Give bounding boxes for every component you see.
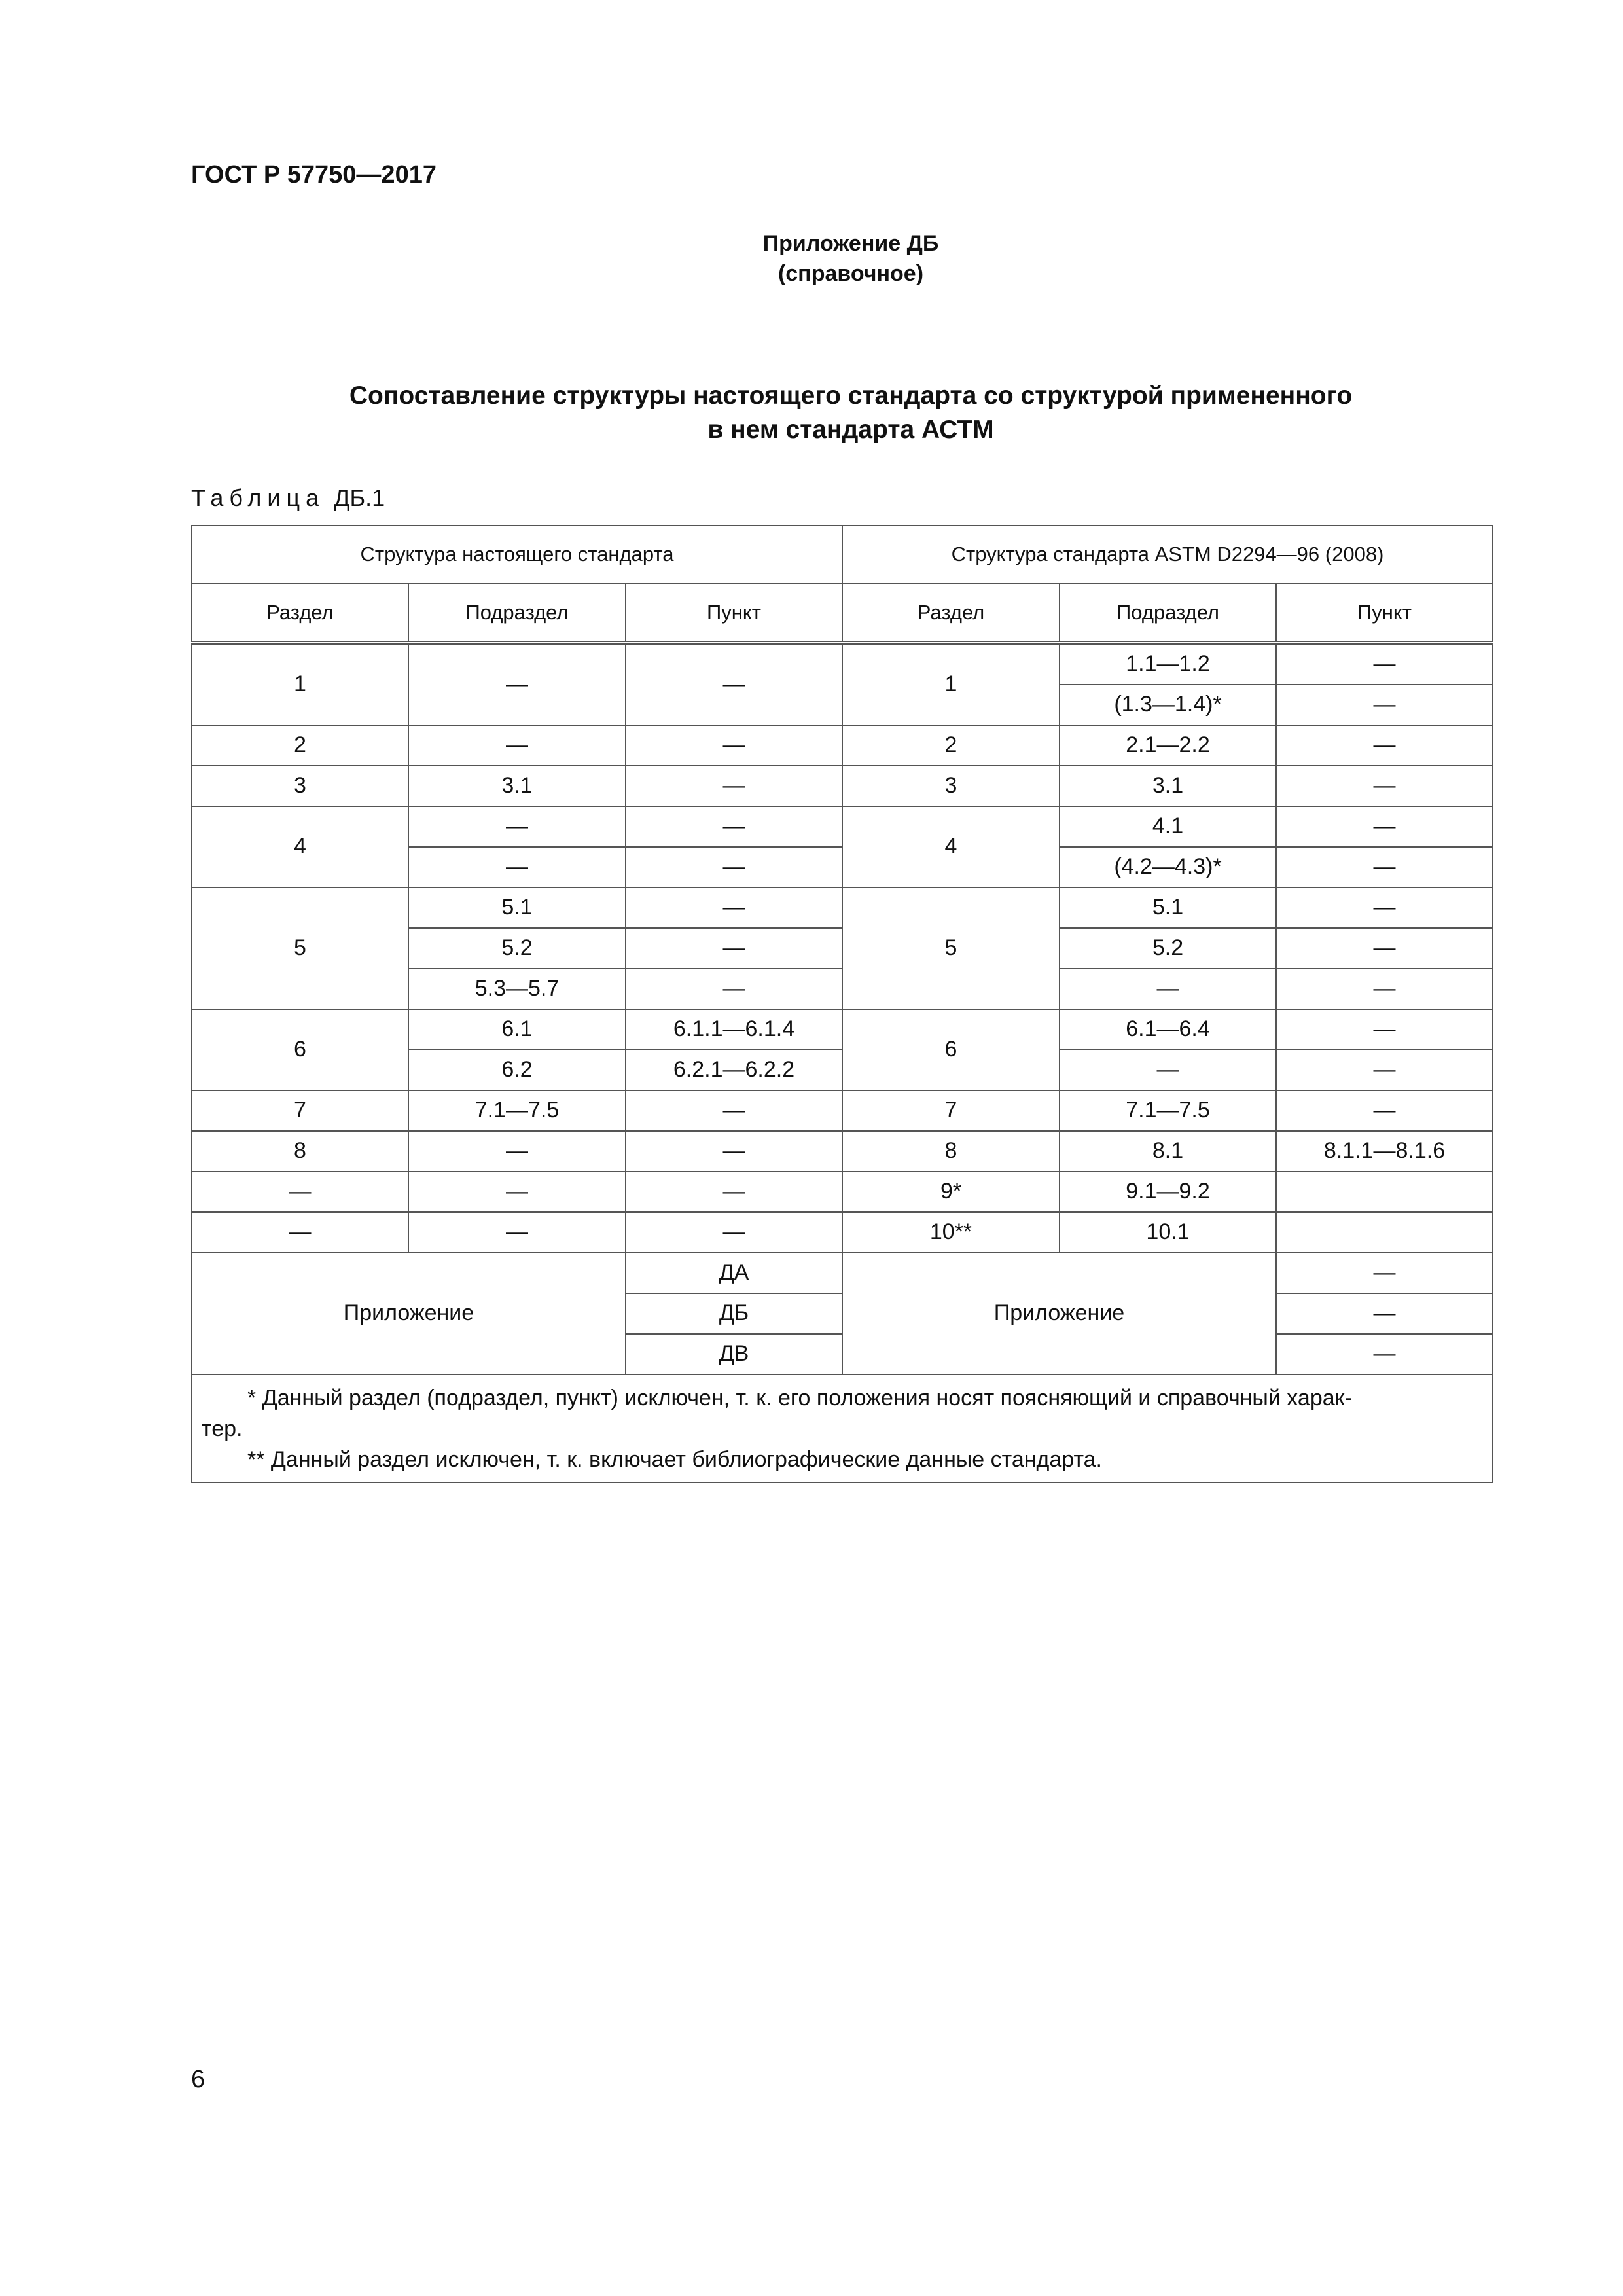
table-cell: 6.1—6.4 bbox=[1060, 1009, 1276, 1050]
table-cell: — bbox=[626, 888, 842, 928]
table-cell: 3.1 bbox=[408, 766, 626, 806]
table-label-number: ДБ.1 bbox=[334, 484, 385, 511]
table-cell: — bbox=[1276, 847, 1493, 888]
table-cell: — bbox=[626, 1212, 842, 1253]
table-cell: 6 bbox=[192, 1009, 408, 1090]
table-cell: — bbox=[408, 725, 626, 766]
table-cell: — bbox=[1276, 685, 1493, 725]
table-cell: — bbox=[626, 847, 842, 888]
table-cell: 6.1 bbox=[408, 1009, 626, 1050]
table-cell: 6 bbox=[842, 1009, 1060, 1090]
appendix-cell-right: — bbox=[1276, 1253, 1493, 1293]
table-cell: 7.1—7.5 bbox=[408, 1090, 626, 1131]
appendix-cell-left: ДБ bbox=[626, 1293, 842, 1334]
table-cell: — bbox=[192, 1172, 408, 1212]
table-cell: — bbox=[626, 643, 842, 725]
table-group-header-row bbox=[192, 526, 1493, 584]
table-cell: — bbox=[1276, 766, 1493, 806]
comparison-table bbox=[191, 525, 1493, 1483]
footnote-single-star: * Данный раздел (подраздел, пункт) исключен, т. к. его положения носят поясняющий и справочный харак- bbox=[247, 1386, 1352, 1410]
table-cell: (4.2—4.3)* bbox=[1060, 847, 1276, 888]
table-cell: 10** bbox=[842, 1212, 1060, 1253]
table-cell: 7 bbox=[192, 1090, 408, 1131]
table-cell: — bbox=[1060, 1050, 1276, 1090]
table-cell: 8.1.1—8.1.6 bbox=[1276, 1131, 1493, 1172]
table-notes bbox=[192, 1374, 1493, 1482]
footnote-single-star-continued: тер. bbox=[202, 1416, 243, 1441]
table-cell: 8 bbox=[842, 1131, 1060, 1172]
table-cell: — bbox=[1060, 969, 1276, 1009]
table-row bbox=[192, 1090, 1493, 1131]
appendix-cell-left: ДВ bbox=[626, 1334, 842, 1374]
table-cell: — bbox=[626, 1131, 842, 1172]
table-column-header-row bbox=[192, 584, 1493, 643]
table-cell: — bbox=[192, 1212, 408, 1253]
table-cell bbox=[1276, 1172, 1493, 1212]
table-cell: — bbox=[626, 806, 842, 847]
table-cell: 6.2.1—6.2.2 bbox=[626, 1050, 842, 1090]
table-cell: — bbox=[1276, 806, 1493, 847]
table-cell: 8 bbox=[192, 1131, 408, 1172]
table-row bbox=[192, 1131, 1493, 1172]
table-row bbox=[192, 888, 1493, 928]
col-header: Подраздел bbox=[408, 584, 626, 643]
table-cell: — bbox=[626, 969, 842, 1009]
table-row bbox=[192, 725, 1493, 766]
table-cell: 2 bbox=[842, 725, 1060, 766]
col-header: Пункт bbox=[626, 584, 842, 643]
table-cell: — bbox=[626, 1090, 842, 1131]
document-code: ГОСТ Р 57750—2017 bbox=[191, 161, 437, 188]
table-cell: — bbox=[408, 1172, 626, 1212]
table-cell: (1.3—1.4)* bbox=[1060, 685, 1276, 725]
table-cell: 5.1 bbox=[1060, 888, 1276, 928]
table-cell: 7.1—7.5 bbox=[1060, 1090, 1276, 1131]
table-cell: 1 bbox=[842, 643, 1060, 725]
appendix-cell-left: ДА bbox=[626, 1253, 842, 1293]
table-cell: 10.1 bbox=[1060, 1212, 1276, 1253]
table-cell: 5.1 bbox=[408, 888, 626, 928]
appendix-cell-right: — bbox=[1276, 1293, 1493, 1334]
table-cell: 6.2 bbox=[408, 1050, 626, 1090]
table-cell: 1 bbox=[192, 643, 408, 725]
table-cell: — bbox=[408, 806, 626, 847]
table-notes-row bbox=[192, 1374, 1493, 1482]
table-label bbox=[191, 484, 385, 512]
group-header-astm: Структура стандарта ASTM D2294—96 (2008) bbox=[842, 526, 1493, 584]
col-header: Пункт bbox=[1276, 584, 1493, 643]
table-cell: — bbox=[626, 928, 842, 969]
table-cell: 9* bbox=[842, 1172, 1060, 1212]
table-cell: — bbox=[1276, 969, 1493, 1009]
table-cell: — bbox=[408, 643, 626, 725]
table-cell bbox=[1276, 1212, 1493, 1253]
table-label-word: Таблица bbox=[191, 484, 325, 511]
table-cell: — bbox=[1276, 725, 1493, 766]
table-cell: — bbox=[408, 1212, 626, 1253]
table-cell: 5 bbox=[192, 888, 408, 1009]
main-title-line-2: в нем стандарта АСТМ bbox=[707, 416, 994, 444]
appendix-row bbox=[192, 1253, 1493, 1293]
page-number: 6 bbox=[191, 2066, 205, 2093]
table-cell: — bbox=[1276, 1050, 1493, 1090]
table-row bbox=[192, 643, 1493, 685]
table-cell: — bbox=[1276, 1090, 1493, 1131]
table-row bbox=[192, 1009, 1493, 1050]
appendix-subtitle: (справочное) bbox=[777, 261, 924, 286]
table-row bbox=[192, 1212, 1493, 1253]
table-cell: — bbox=[408, 847, 626, 888]
table-cell: — bbox=[1276, 888, 1493, 928]
table-row bbox=[192, 766, 1493, 806]
appendix-label-left: Приложение bbox=[192, 1253, 626, 1374]
table-cell: 5.3—5.7 bbox=[408, 969, 626, 1009]
appendix-cell-right: — bbox=[1276, 1334, 1493, 1374]
table-cell: — bbox=[408, 1131, 626, 1172]
table-cell: 8.1 bbox=[1060, 1131, 1276, 1172]
table-cell: 2 bbox=[192, 725, 408, 766]
table-cell: 3 bbox=[192, 766, 408, 806]
table-cell: 4 bbox=[192, 806, 408, 888]
group-header-current: Структура настоящего стандарта bbox=[192, 526, 842, 584]
table-cell: 9.1—9.2 bbox=[1060, 1172, 1276, 1212]
table-row bbox=[192, 1172, 1493, 1212]
table-cell: — bbox=[626, 725, 842, 766]
table-cell: 2.1—2.2 bbox=[1060, 725, 1276, 766]
table-cell: — bbox=[1276, 928, 1493, 969]
footnote-double-star: ** Данный раздел исключен, т. к. включает библиографические данные стандарта. bbox=[247, 1447, 1102, 1472]
table-row bbox=[192, 806, 1493, 847]
table-cell: 3.1 bbox=[1060, 766, 1276, 806]
col-header: Раздел bbox=[842, 584, 1060, 643]
col-header: Раздел bbox=[192, 584, 408, 643]
table-cell: — bbox=[1276, 1009, 1493, 1050]
appendix-title: Приложение ДБ bbox=[762, 231, 939, 256]
table-cell: 3 bbox=[842, 766, 1060, 806]
table-cell: 5.2 bbox=[408, 928, 626, 969]
table-cell: 4 bbox=[842, 806, 1060, 888]
table-cell: 5.2 bbox=[1060, 928, 1276, 969]
appendix-label-right: Приложение bbox=[842, 1253, 1276, 1374]
table-cell: — bbox=[1276, 643, 1493, 685]
table-cell: — bbox=[626, 766, 842, 806]
table-cell: 7 bbox=[842, 1090, 1060, 1131]
table-cell: 6.1.1—6.1.4 bbox=[626, 1009, 842, 1050]
table-cell: 4.1 bbox=[1060, 806, 1276, 847]
main-title-line-1: Сопоставление структуры настоящего стандарта со структурой примененного bbox=[349, 382, 1353, 410]
col-header: Подраздел bbox=[1060, 584, 1276, 643]
table-cell: 1.1—1.2 bbox=[1060, 643, 1276, 685]
table-cell: 5 bbox=[842, 888, 1060, 1009]
table-cell: — bbox=[626, 1172, 842, 1212]
